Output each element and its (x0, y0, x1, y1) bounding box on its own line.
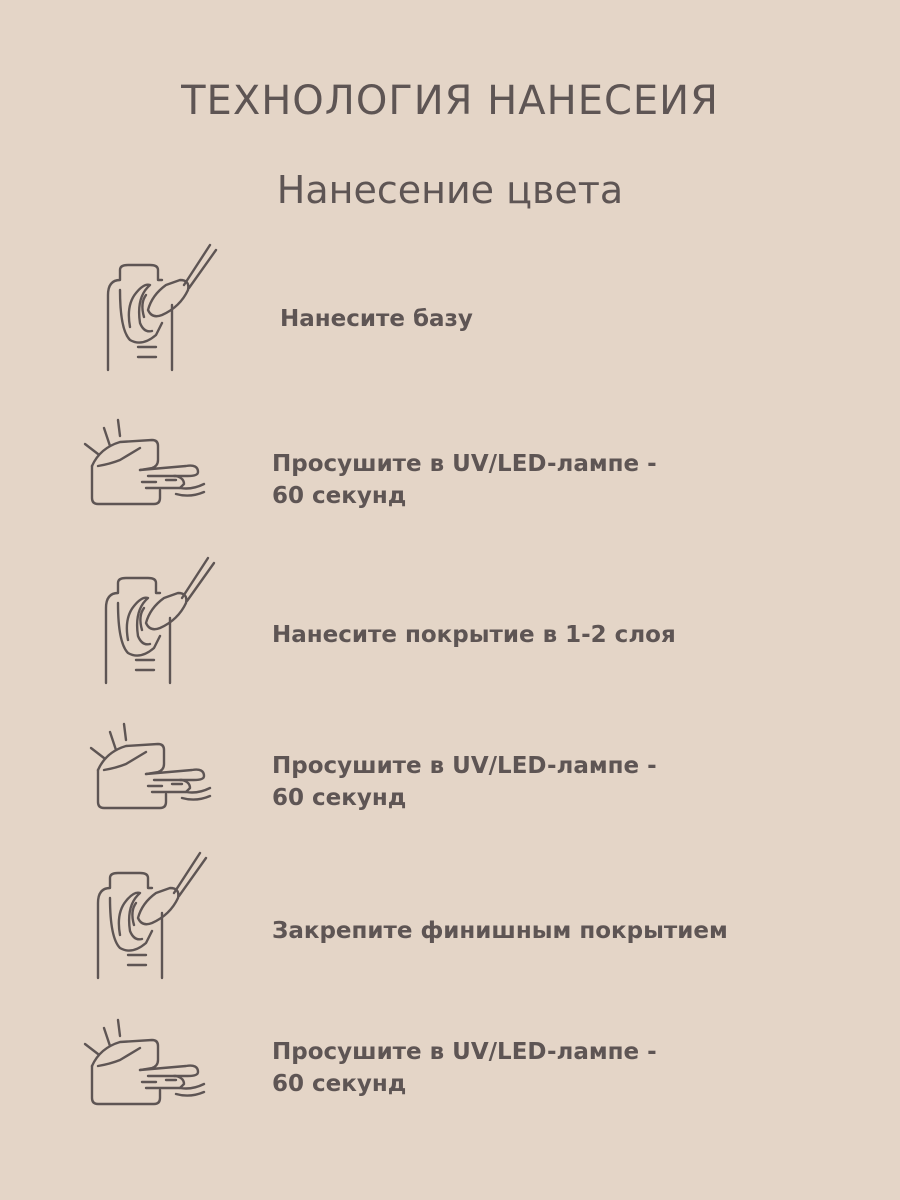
page-title: ТЕХНОЛОГИЯ НАНЕСЕИЯ (181, 78, 719, 124)
step-text-3: Нанесите покрытие в 1-2 слоя (272, 622, 676, 648)
step-text-4: Просушите в UV/LED-лампе - 60 секунд (272, 753, 657, 811)
step-text-6: Просушите в UV/LED-лампе - 60 секунд (272, 1039, 657, 1097)
brush-nail-icon (98, 548, 223, 688)
uv-lamp-icon (86, 722, 221, 817)
section-subtitle: Нанесение цвета (276, 168, 624, 212)
uv-lamp-icon (80, 1018, 215, 1113)
step-text-2: Просушите в UV/LED-лампе - 60 секунд (272, 451, 657, 509)
step-text-5: Закрепите финишным покрытием (272, 918, 728, 944)
uv-lamp-icon (80, 418, 215, 513)
brush-nail-icon (100, 235, 225, 375)
step-text-1: Нанесите базу (280, 306, 473, 332)
brush-nail-icon (90, 843, 215, 983)
